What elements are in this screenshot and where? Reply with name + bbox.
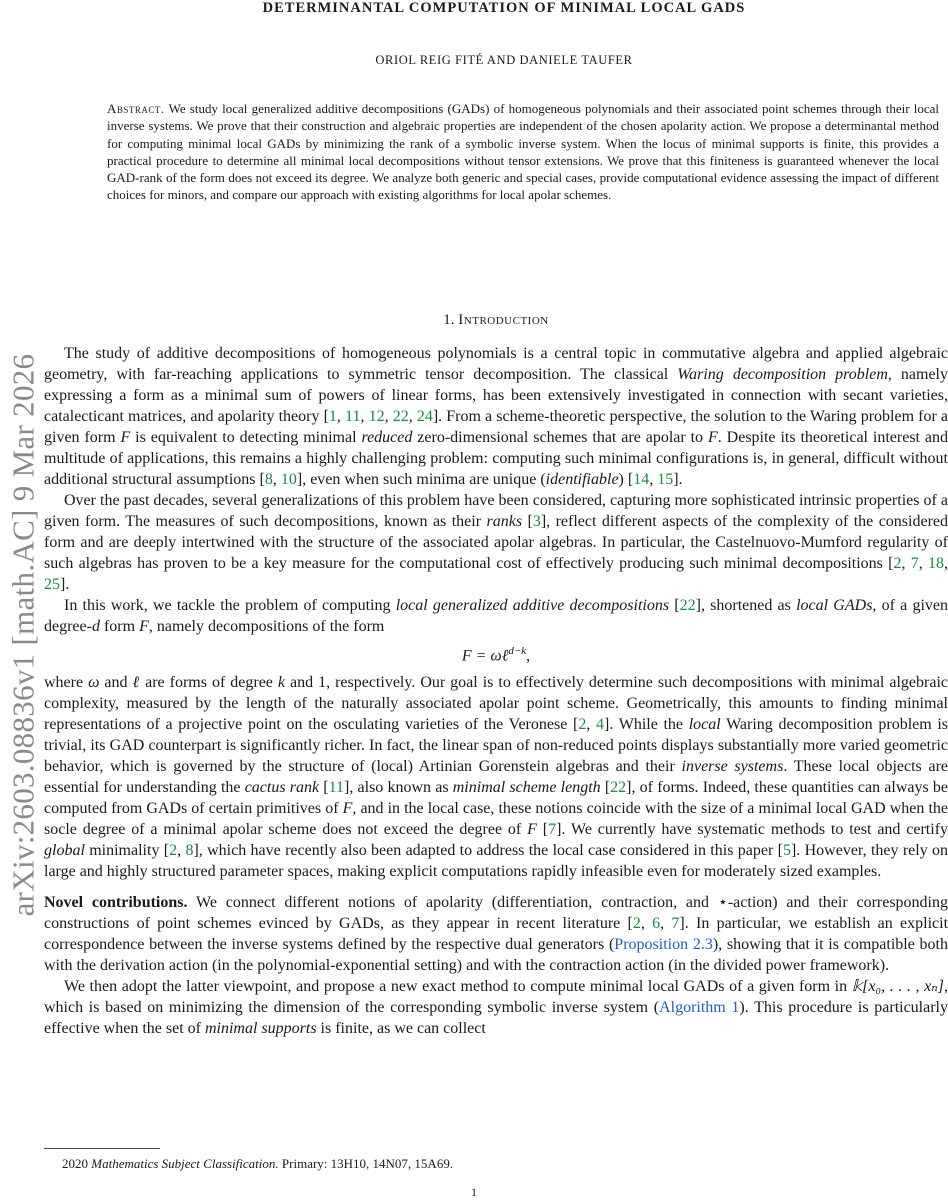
citation-link[interactable]: 11 [328, 779, 345, 797]
citation-link[interactable]: 22 [392, 408, 409, 425]
citation-link[interactable]: 7 [910, 555, 919, 572]
citation-link[interactable]: 1 [328, 408, 337, 425]
cross-reference-link[interactable]: Proposition 2.3 [614, 936, 713, 954]
arxiv-id-text: arXiv:2603.08836v1 [math.AC] 9 Mar 2026 [5, 353, 40, 917]
section-title: Introduction [458, 312, 549, 328]
page-number: 1 [471, 1185, 477, 1199]
main-body [44, 343, 948, 1039]
citation-link[interactable]: 6 [652, 915, 661, 933]
citation-link[interactable]: 22 [610, 779, 627, 797]
citation-link[interactable]: 25 [44, 576, 60, 593]
footnote-divider [44, 1148, 160, 1149]
paragraph-intro-1: The study of additive decompositions of homogeneous polynomials is a central topic in commutative algebra and applied algebraic geometry, with far-reaching applications to symmetric tensor decomposition. The classical Waring decomposition problem, namely expressing a form as a minimal sum of powers of linear forms, has been extensively investigated in connection with secant varieties, catalecticant matrices, and apolarity theory [1, 11, 12, 22, 24]. From a scheme-theoretic perspective, the solution to the Waring problem for a given form F is equivalent to detecting minimal reduced zero-dimensional schemes that are apolar to F. Despite its theoretical interest and multitude of applications, this remains a highly challenging problem: computing such minimal configurations is, in general, difficult without additional structural assumptions [8, 10], even when such minima are unique (identifiable) [14, 15]. [44, 345, 948, 488]
citation-link[interactable]: 2 [632, 915, 641, 933]
paragraph-intro-2: Over the past decades, several generalizations of this problem have been considered, capturing more sophisticated intrinsic properties of a given form. The measures of such decompositions, known as their ranks [3], reflect different aspects of the complexity of the considered form and are deeply intertwined with the structure of the associated apolar algebras. In particular, the Castelnuovo-Mumford regularity of such algebras has proven to be a key measure for the computational cost of effectively producing such minimal decompositions [2, 7, 18, 25]. [44, 492, 948, 593]
abstract-label: Abstract. [107, 101, 165, 116]
citation-link[interactable]: 2 [578, 716, 587, 734]
citation-link[interactable]: 8 [185, 842, 194, 860]
paragraph-heading: Novel contributions. [44, 894, 188, 912]
section-heading [44, 312, 948, 329]
footnote: 2020 Mathematics Subject Classification. Primary: 13H10, 14N07, 15A69. [62, 1156, 454, 1171]
paragraph-intro-4: where ω and ℓ are forms of degree k and 1, respectively. Our goal is to effectively determine such decompositions with minimal algebraic complexity, measured by the length of the naturally associated apolar point scheme. Geometrically, this amounts to finding minimal representations of a projective point on the osculating varieties of the Veronese [2, 4]. While the local Waring decomposition problem is trivial, its GAD counterpart is significantly richer. In fact, the linear span of non-reduced points displays substantially more varied geometric behavior, which is governed by the structure of (local) Artinian Gorenstein algebras and their inverse systems. These local objects are essential for understanding the cactus rank [11], also known as minimal scheme length [22], of forms. Indeed, these quantities can always be computed from GADs of certain primitives of F, and in the local case, these notions coincide with the size of a minimal local GAD when the socle degree of a minimal apolar scheme does not exceed the degree of F [7]. We currently have systematic methods to test and certify global minimality [2, 8], which have recently also been adapted to address the local case considered in this paper [5]. However, they rely on large and highly structured parameter spaces, making explicit computations rapidly infeasible even for moderately sized examples. [44, 674, 948, 881]
arxiv-identifier-stamp [0, 240, 46, 1030]
abstract [107, 100, 939, 204]
citation-link[interactable]: 18 [928, 555, 945, 572]
citation-link[interactable]: 12 [368, 408, 385, 425]
citation-link[interactable]: 11 [345, 408, 361, 425]
abstract-text: We study local generalized additive decompositions (GADs) of homogeneous polynomials and their associated point schemes through their local inverse systems. We prove that their construction and algebraic properties are independent of the chosen apolarity action. We propose a determinantal method for computing minimal local GADs by minimizing the rank of a symbolic inverse system. When the locus of minimal supports is finite, this provides a practical procedure to determine all minimal local decompositions without tensor extensions. We prove that this finiteness is guaranteed whenever the local GAD-rank of the form does not exceed its degree. We analyze both generic and special cases, provide computational evidence assessing the impact of different choices for minors, and compare our approach with existing algorithms for local apolar schemes. [107, 101, 940, 203]
display-equation: F = ωℓ$^{d-k}$, [461, 645, 531, 665]
paragraph-method: We then adopt the latter viewpoint, and propose a new exact method to compute minimal local GADs of a given form in 𝕜[x₀, . . . , xₙ], which is based on minimizing the dimension of the corresponding symbolic inverse system (Algorithm 1). This procedure is particularly effective when the set of minimal supports is finite, as we can collect [44, 978, 948, 1038]
citation-link[interactable]: 7 [548, 821, 557, 839]
citation-link[interactable]: 8 [264, 471, 273, 488]
citation-link[interactable]: 4 [596, 716, 604, 734]
citation-link[interactable]: 5 [782, 842, 791, 860]
citation-link[interactable]: 2 [169, 842, 178, 860]
cross-reference-link[interactable]: Algorithm 1 [659, 999, 740, 1017]
citation-link[interactable]: 10 [280, 471, 297, 488]
citation-link[interactable]: 24 [416, 408, 433, 425]
citation-link[interactable]: 7 [671, 915, 680, 933]
paper-title: DETERMINANTAL COMPUTATION OF MINIMAL LOCAL GADS [262, 0, 746, 16]
section-number: 1. [443, 312, 455, 328]
paragraph-intro-3: In this work, we tackle the problem of computing local generalized additive decompositions [22], shortened as local GADs, of a given degree-d form F, namely decompositions of the form [44, 597, 948, 635]
paragraph-novel-contributions: Novel contributions. We connect different notions of apolarity (differentiation, contraction, and ⋆-action) and their corresponding constructions of point schemes evinced by GADs, as they appear in recent literature [2, 6, 7]. In particular, we establish an explicit correspondence between the inverse systems defined by the respective dual generators (Proposition 2.3), showing that it is compatible both with the derivation action (in the polynomial-exponential setting) and with the contraction action (in the divided power framework). [44, 894, 948, 975]
citation-link[interactable]: 3 [532, 513, 541, 530]
paper-authors: ORIOL REIG FITÉ AND DANIELE TAUFER [375, 53, 633, 67]
citation-link[interactable]: 14 [633, 471, 650, 488]
citation-link[interactable]: 15 [657, 471, 674, 488]
citation-link[interactable]: 2 [893, 555, 902, 572]
citation-link[interactable]: 22 [679, 597, 696, 614]
